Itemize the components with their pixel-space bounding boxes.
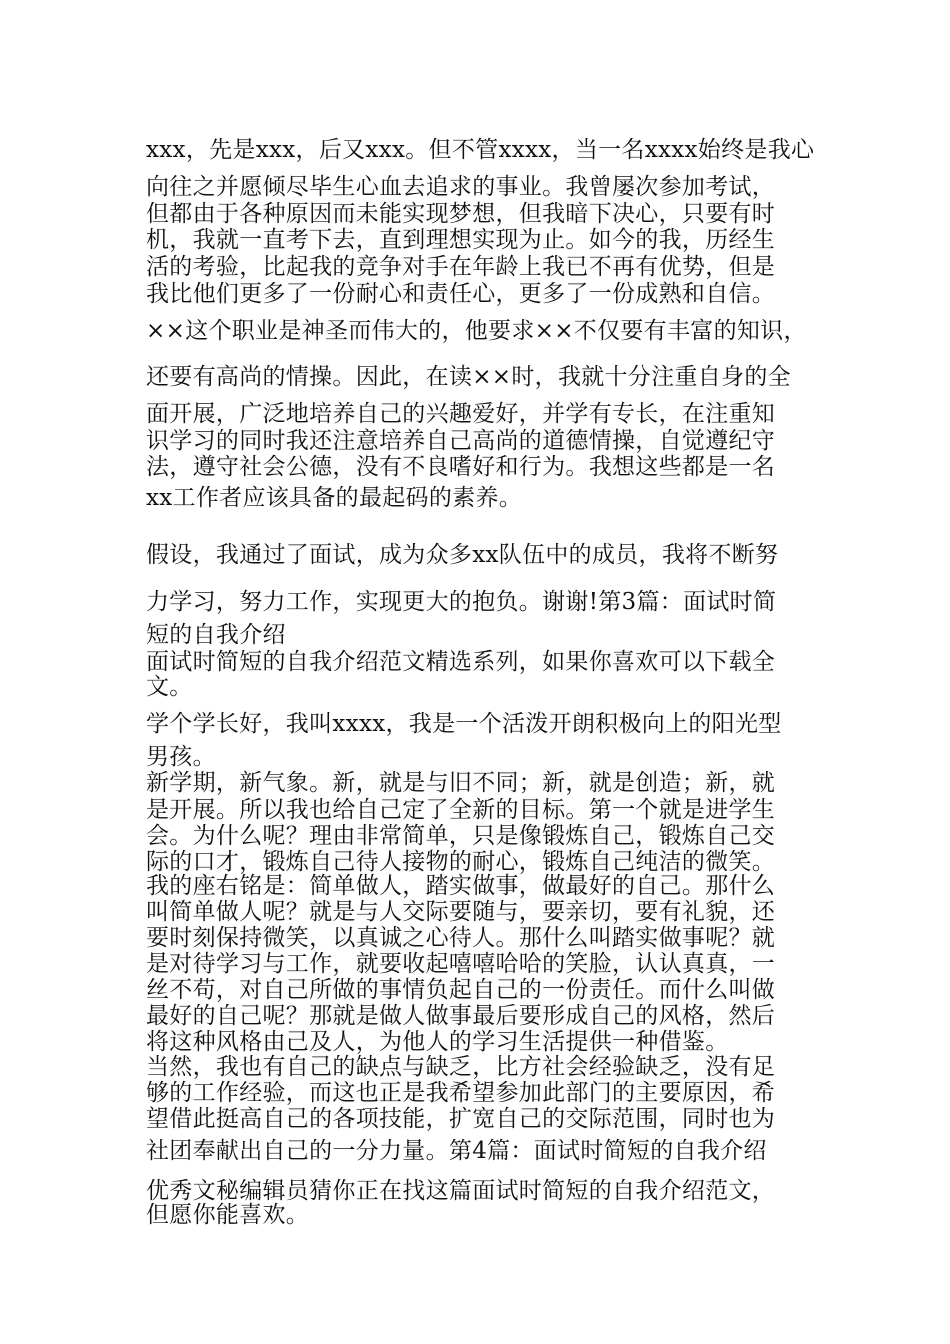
text-line: 社团奉献出自己的一分力量。第4篇：面试时简短的自我介绍 [146, 1138, 767, 1164]
text-line: 力学习，努力工作，实现更大的抱负。谢谢!第3篇：面试时简 [146, 589, 777, 615]
text-line: 文。 [146, 674, 193, 700]
text-line: 面试时简短的自我介绍范文精选系列，如果你喜欢可以下载全 [146, 649, 776, 675]
text-line: 面开展，广泛地培养自己的兴趣爱好，并学有专长，在注重知 [146, 401, 776, 427]
text-line: 还要有高尚的情操。因此，在读××时，我就十分注重自身的全 [146, 364, 791, 390]
text-line: 识学习的同时我还注意培养自己高尚的道德情操，自觉遵纪守 [146, 428, 776, 454]
text-line: 男孩。 [146, 744, 216, 770]
text-line: xxx，先是xxx，后又xxx。但不管xxxx，当一名xxxx始终是我心 [146, 137, 815, 163]
text-line: 当然，我也有自己的缺点与缺乏，比方社会经验缺乏，没有足 [146, 1054, 776, 1080]
text-line: 我的座右铭是：简单做人，踏实做事，做最好的自己。那什么 [146, 873, 776, 899]
text-line: 是开展。所以我也给自己定了全新的目标。第一个就是进学生 [146, 797, 776, 823]
text-line: 优秀文秘编辑员猜你正在找这篇面试时简短的自我介绍范文， [146, 1178, 776, 1204]
text-line: 假设，我通过了面试，成为众多xx队伍中的成员，我将不断努 [146, 542, 779, 568]
text-line: 将这种风格由己及人，为他人的学习生活提供一种借鉴。 [146, 1029, 729, 1055]
text-line: 向往之并愿倾尽毕生心血去追求的事业。我曾屡次参加考试， [146, 174, 776, 200]
text-line: 短的自我介绍 [146, 622, 286, 648]
text-line: 我比他们更多了一份耐心和责任心，更多了一份成熟和自信。 [146, 281, 776, 307]
text-line: 际的口才，锻炼自己待人接物的耐心，锻炼自己纯洁的微笑。 [146, 849, 776, 875]
text-line: 机，我就一直考下去，直到理想实现为止。如今的我，历经生 [146, 227, 776, 253]
text-line: 会。为什么呢？理由非常简单，只是像锻炼自己，锻炼自己交 [146, 823, 776, 849]
text-line: 但愿你能喜欢。 [146, 1202, 310, 1228]
text-line: 学个学长好，我叫xxxx，我是一个活泼开朗积极向上的阳光型 [146, 711, 782, 737]
text-line: 要时刻保持微笑，以真诚之心待人。那什么叫踏实做事呢？就 [146, 925, 776, 951]
text-line: ××这个职业是神圣而伟大的，他要求××不仅要有丰富的知识， [146, 318, 807, 344]
text-line: 丝不苟，对自己所做的事情负起自己的一份责任。而什么叫做 [146, 977, 776, 1003]
text-line: 但都由于各种原因而未能实现梦想，但我暗下决心，只要有时 [146, 201, 776, 227]
text-line: 最好的自己呢？那就是做人做事最后要形成自己的风格，然后 [146, 1003, 776, 1029]
text-line: xx工作者应该具备的最起码的素养。 [146, 485, 523, 511]
text-line: 望借此挺高自己的各项技能，扩宽自己的交际范围，同时也为 [146, 1106, 776, 1132]
text-line: 叫简单做人呢？就是与人交际要随与，要亲切，要有礼貌，还 [146, 899, 776, 925]
text-line: 法，遵守社会公德，没有不良嗜好和行为。我想这些都是一名 [146, 454, 776, 480]
text-line: 新学期，新气象。新，就是与旧不同；新，就是创造；新，就 [146, 770, 776, 796]
text-line: 够的工作经验，而这也正是我希望参加此部门的主要原因，希 [146, 1080, 776, 1106]
text-line: 是对待学习与工作，就要收起嘻嘻哈哈的笑脸，认认真真，一 [146, 951, 776, 977]
text-line: 活的考验，比起我的竞争对手在年龄上我已不再有优势，但是 [146, 254, 776, 280]
